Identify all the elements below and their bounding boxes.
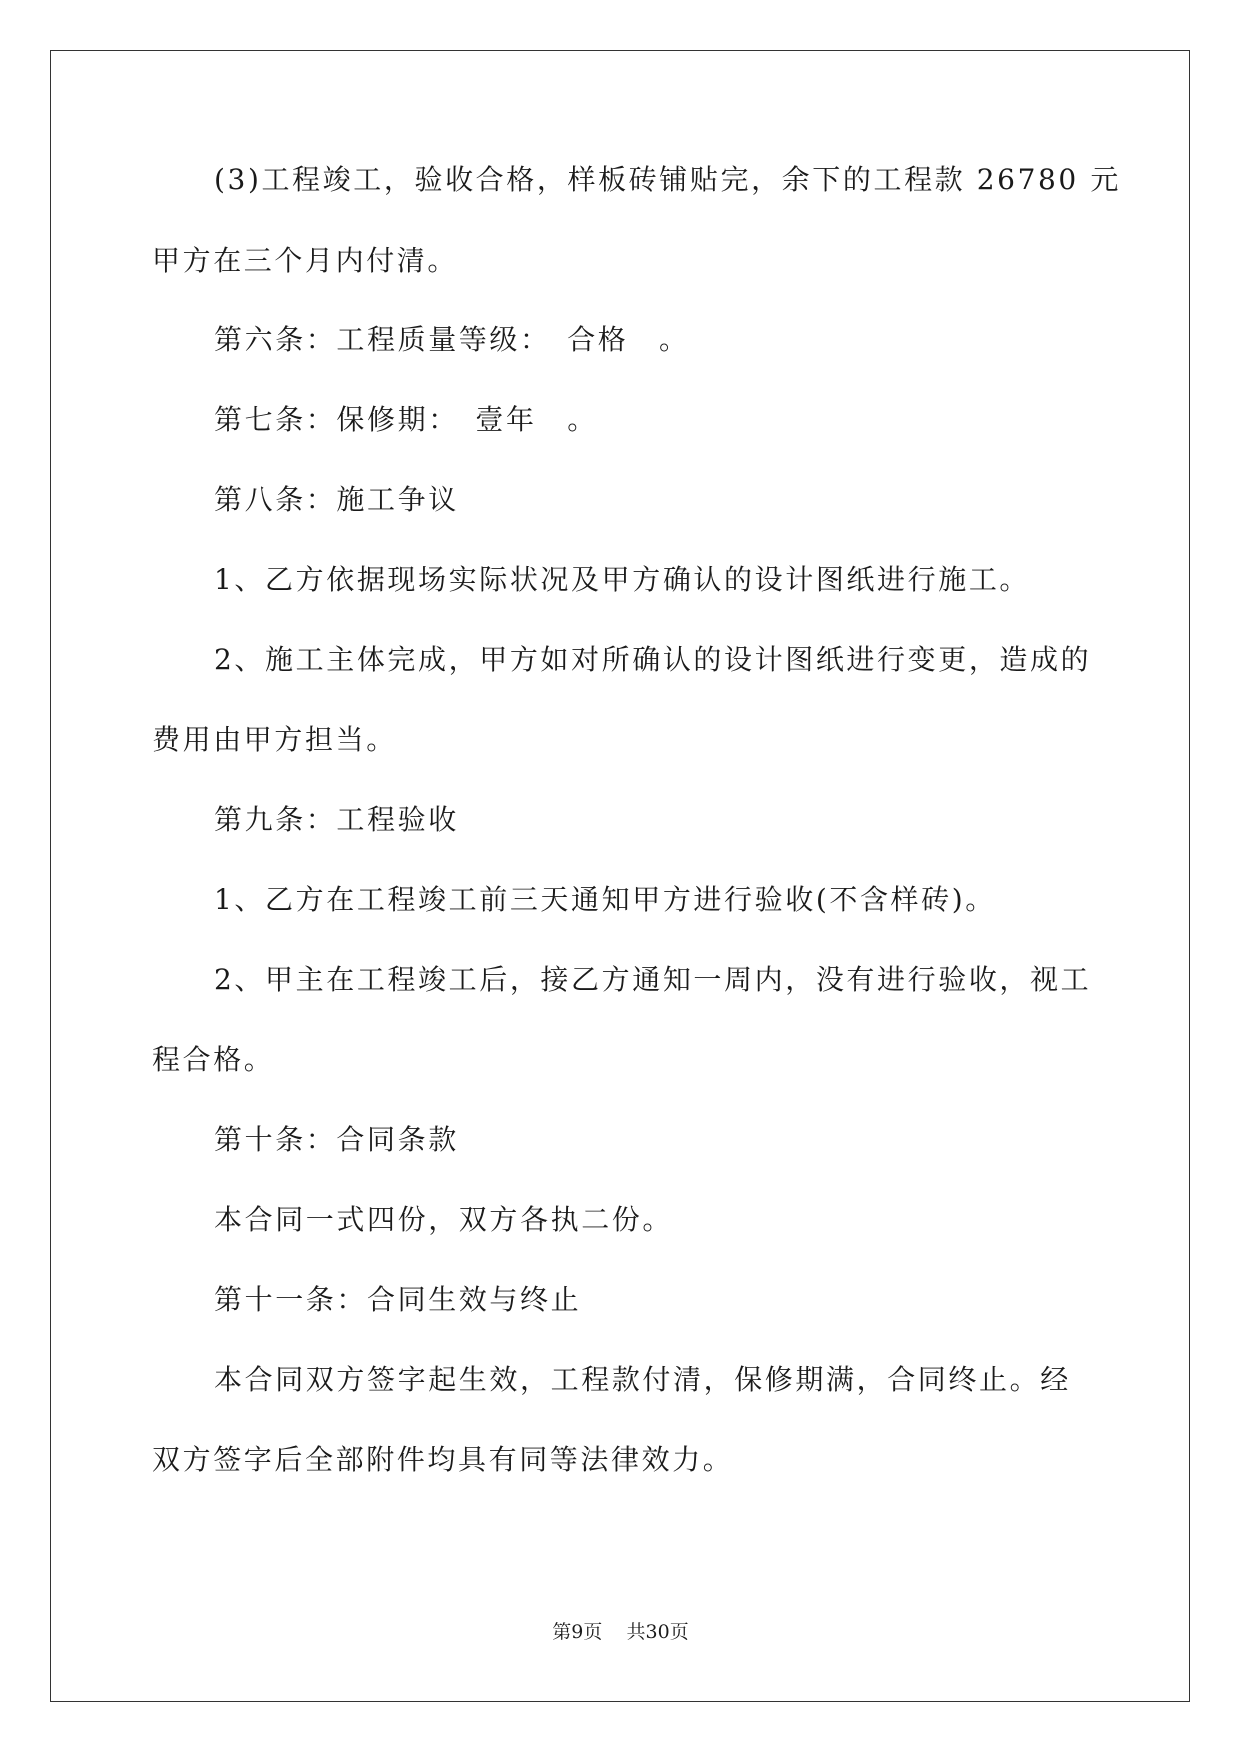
section-heading: 第八条：施工争议 bbox=[214, 483, 459, 516]
paragraph-line: 本合同一式四份，双方各执二份。 bbox=[214, 1203, 674, 1236]
paragraph-line: 双方签字后全部附件均具有同等法律效力。 bbox=[152, 1443, 734, 1476]
paragraph-line: 费用由甲方担当。 bbox=[152, 723, 397, 756]
paragraph-line: 2、甲主在工程竣工后，接乙方通知一周内，没有进行验收，视工 bbox=[214, 963, 1092, 996]
page-suffix: 页 bbox=[583, 1621, 603, 1643]
paragraph-line: 程合格。 bbox=[152, 1043, 275, 1076]
paragraph-line: 2、施工主体完成，甲方如对所确认的设计图纸进行变更，造成的 bbox=[214, 643, 1092, 676]
page-prefix: 第 bbox=[552, 1621, 572, 1643]
paragraph-line: 1、乙方依据现场实际状况及甲方确认的设计图纸进行施工。 bbox=[214, 563, 1031, 596]
page-footer bbox=[0, 1620, 1241, 1644]
section-heading: 第十条：合同条款 bbox=[214, 1123, 459, 1156]
total-pages: 30 bbox=[645, 1621, 670, 1643]
page-number: 9 bbox=[571, 1621, 584, 1643]
total-suffix: 页 bbox=[669, 1621, 689, 1643]
total-prefix: 共 bbox=[626, 1621, 646, 1643]
paragraph-line: 甲方在三个月内付清。 bbox=[152, 244, 459, 277]
paragraph-line: 1、乙方在工程竣工前三天通知甲方进行验收(不含样砖)。 bbox=[214, 883, 996, 916]
paragraph-line: 第六条：工程质量等级： 合格 。 bbox=[214, 323, 690, 356]
section-heading: 第九条：工程验收 bbox=[214, 803, 459, 836]
paragraph-line: (3)工程竣工，验收合格，样板砖铺贴完，余下的工程款 26780 元 bbox=[214, 163, 1121, 196]
section-heading: 第十一条：合同生效与终止 bbox=[214, 1283, 582, 1316]
paragraph-line: 本合同双方签字起生效，工程款付清，保修期满，合同终止。经 bbox=[214, 1363, 1071, 1396]
paragraph-line: 第七条：保修期： 壹年 。 bbox=[214, 403, 598, 436]
